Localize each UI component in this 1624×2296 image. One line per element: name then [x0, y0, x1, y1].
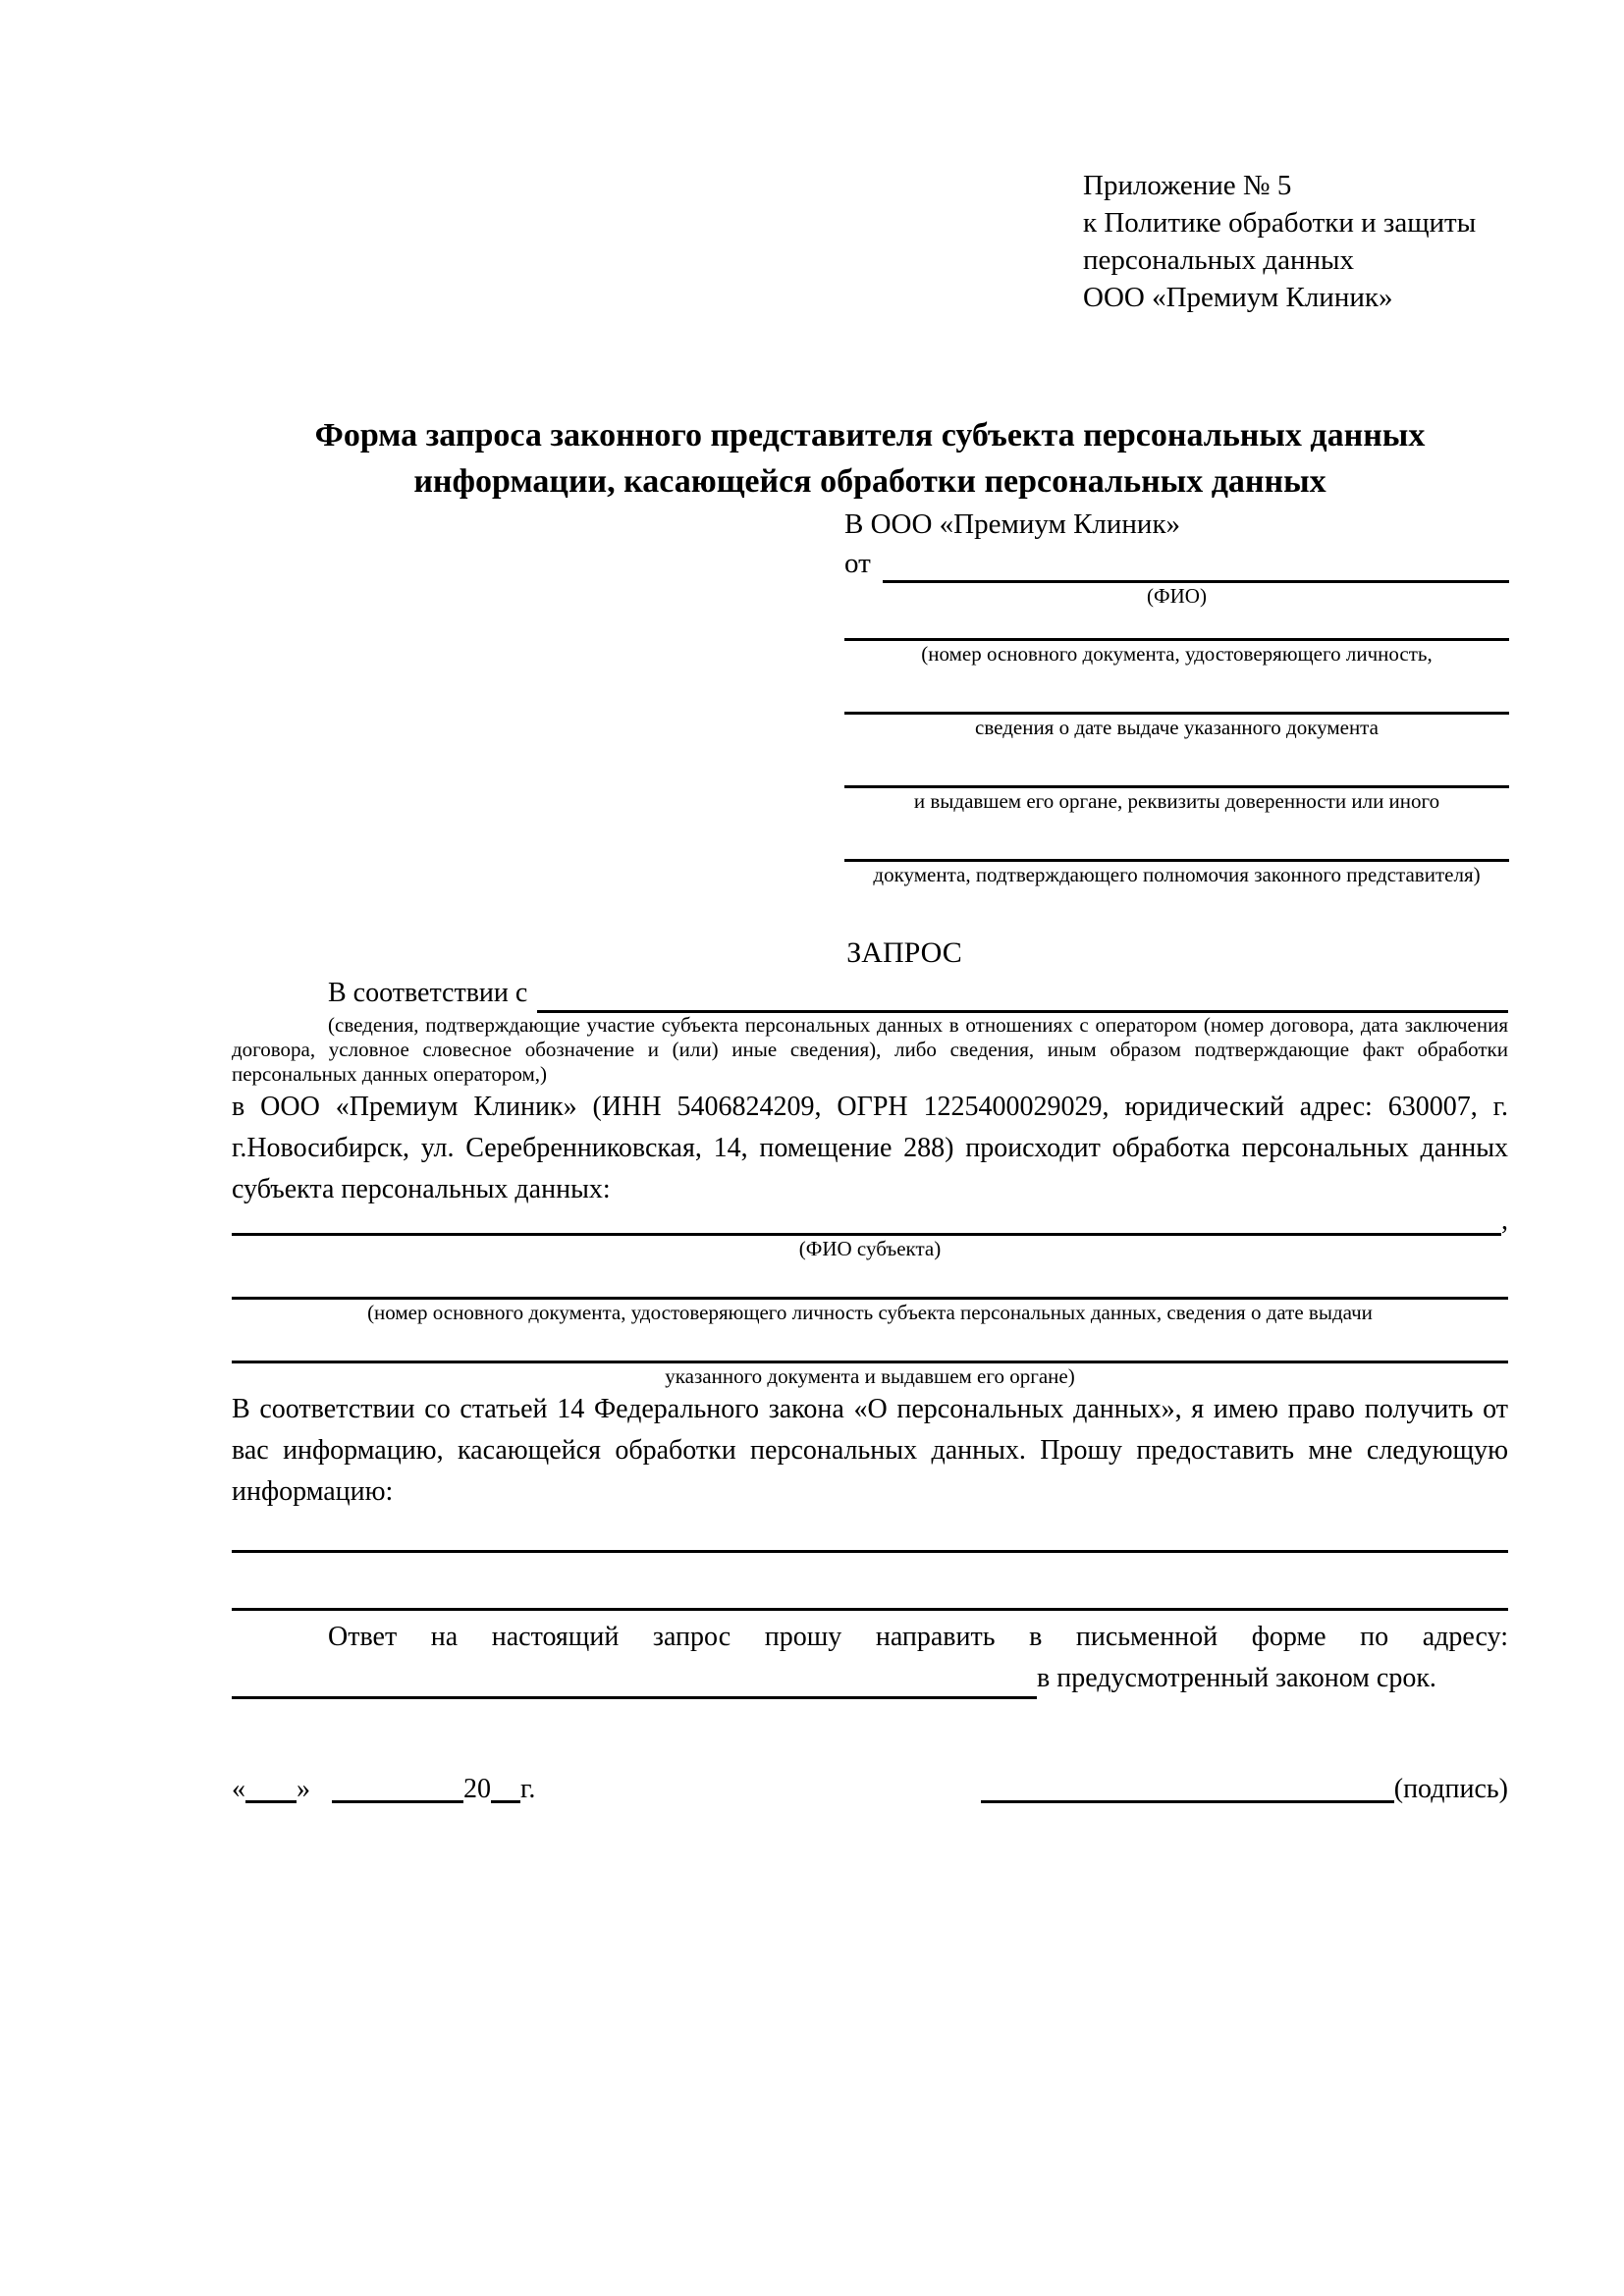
subject-doc-caption-2: указанного документа и выдавшем его органе) — [665, 1364, 1075, 1388]
date-year-line[interactable] — [491, 1776, 520, 1803]
appendix-header-line-4: ООО «Премиум Клиник» — [1083, 282, 1393, 313]
representative-authority-doc-line[interactable] — [844, 814, 1509, 862]
date-field — [232, 1770, 535, 1809]
law-paragraph: В соответствии со статьей 14 Федерального закона «О персональных данных», я имею право получить от вас информацию, касающейся обработки персональных данных. Прошу предоставить мне следующую информацию: — [232, 1394, 1508, 1507]
document-title — [232, 412, 1508, 505]
subject-doc-number-line[interactable] — [232, 1261, 1508, 1300]
representative-doc-date-line[interactable] — [844, 667, 1509, 715]
relation-details-line[interactable] — [537, 974, 1508, 1013]
request-heading: ЗАПРОС — [846, 936, 962, 969]
from-row — [844, 544, 1509, 583]
intro-label: В соответствии с — [328, 978, 528, 1008]
representative-doc-caption-4: документа, подтверждающего полномочия законного представителя) — [873, 863, 1481, 886]
appendix-header-line-3: персональных данных — [1083, 244, 1355, 276]
subject-doc-issuer-line[interactable] — [232, 1325, 1508, 1363]
signature-line[interactable] — [981, 1776, 1394, 1803]
response-address-line[interactable] — [232, 1658, 1037, 1699]
date-year-suffix: г. — [520, 1774, 536, 1805]
response-paragraph: Ответ на настоящий запрос прошу направить в письменной форме по адресу: — [328, 1622, 1508, 1652]
date-open-quote: « — [232, 1774, 245, 1805]
footer-row — [232, 1770, 1508, 1809]
addressee-block — [844, 505, 1509, 887]
date-day-line[interactable] — [245, 1776, 297, 1803]
appendix-header — [1083, 167, 1508, 316]
fio-caption: (ФИО) — [1147, 584, 1207, 608]
subject-fio-row — [232, 1205, 1508, 1236]
representative-doc-issuer-line[interactable] — [844, 740, 1509, 788]
date-month-line[interactable] — [332, 1776, 463, 1803]
document-title-line-1: Форма запроса законного представителя субъекта персональных данных — [314, 417, 1426, 454]
requested-info-line-2[interactable] — [232, 1608, 1508, 1611]
appendix-header-line-2: к Политике обработки и защиты — [1083, 207, 1477, 239]
from-label: от — [844, 548, 871, 579]
representative-doc-caption-1: (номер основного документа, удостоверяющего личность, — [921, 642, 1433, 666]
representative-fio-line[interactable] — [883, 544, 1509, 583]
subject-doc-caption-1: (номер основного документа, удостоверяющего личность субъекта персональных данных, сведения о дате выдачи — [367, 1301, 1373, 1324]
representative-doc-caption-2: сведения о дате выдаче указанного документа — [975, 716, 1379, 739]
trailing-comma: , — [1501, 1205, 1508, 1236]
representative-doc-number-line[interactable] — [844, 609, 1509, 641]
signature-caption: (подпись) — [1393, 1774, 1508, 1805]
intro-fine-print: (сведения, подтверждающие участие субъекта персональных данных в отношениях с оператором (номер договора, дата заключения договора, условное словесное обозначение и (или) иные сведения), либо сведения, иным образом подтверждающие факт обработки персональных данных оператором,) — [232, 1013, 1508, 1086]
addressee-organization: В ООО «Премиум Клиник» — [844, 508, 1181, 540]
operator-paragraph: в ООО «Премиум Клиник» (ИНН 5406824209, ОГРН 1225400029029, юридический адрес: 630007, г. г.Новосибирск, ул. Серебренниковская, 14, помещение 288) происходит обработка персональных данных субъекта персональных данных: — [232, 1092, 1508, 1204]
appendix-header-line-1: Приложение № 5 — [1083, 170, 1292, 201]
date-year-prefix: 20 — [463, 1774, 491, 1805]
response-address-row — [232, 1658, 1508, 1699]
date-close-quote: » — [297, 1774, 310, 1805]
representative-doc-caption-3: и выдавшем его органе, реквизиты доверенности или иного — [913, 789, 1440, 813]
document-title-line-2: информации, касающейся обработки персональных данных — [413, 463, 1326, 500]
signature-field — [981, 1770, 1508, 1809]
subject-fio-caption: (ФИО субъекта) — [798, 1237, 942, 1260]
requested-info-line-1[interactable] — [232, 1550, 1508, 1553]
response-suffix: в предусмотренный законом срок. — [1037, 1663, 1436, 1693]
intro-row — [232, 974, 1508, 1013]
